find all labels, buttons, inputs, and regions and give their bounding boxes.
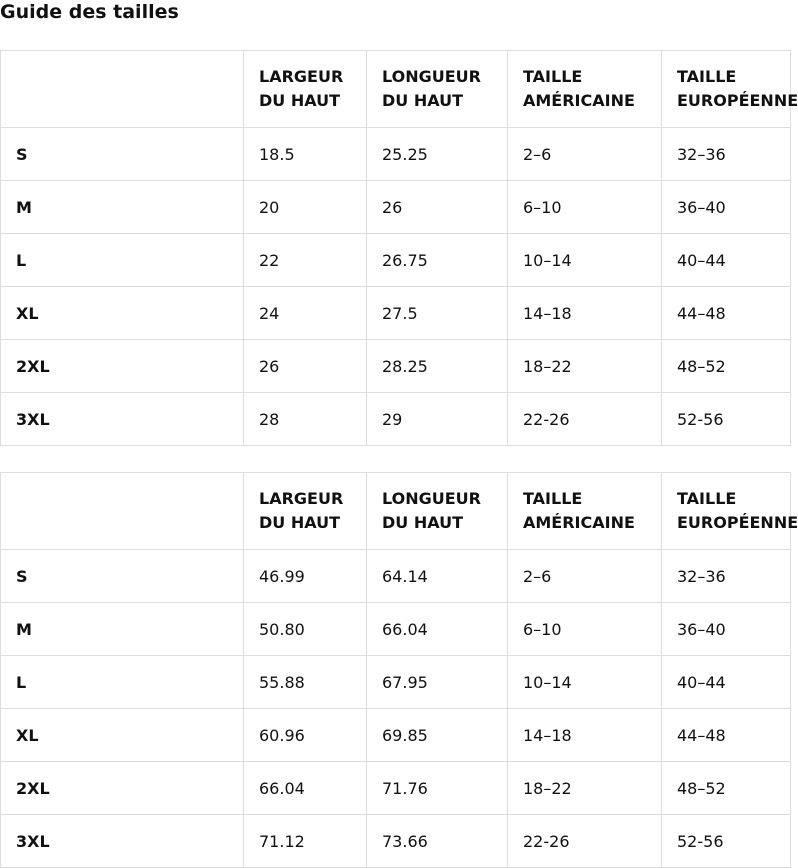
page-title: Guide des tailles — [0, 1, 179, 23]
table-row — [1, 393, 791, 446]
cell-us-size: 6–10 — [508, 603, 662, 656]
cell-top-width: 22 — [244, 234, 367, 287]
table-row — [1, 550, 791, 603]
column-header-top-width — [244, 473, 367, 550]
cell-size: L — [1, 234, 244, 287]
size-table-cm — [0, 472, 798, 868]
table-row — [1, 762, 791, 815]
cell-top-width: 55.88 — [244, 656, 367, 709]
column-header-line: EUROPÉENNE — [677, 91, 798, 110]
cell-eu-size: 32–36 — [662, 550, 791, 603]
column-header-line: LONGUEUR — [382, 489, 481, 508]
cell-us-size: 2–6 — [508, 550, 662, 603]
column-header-line: DU HAUT — [259, 91, 341, 110]
cell-eu-size: 44–48 — [662, 287, 791, 340]
cell-size: 3XL — [1, 815, 244, 868]
cell-top-length: 26 — [367, 181, 508, 234]
column-header-line: TAILLE — [677, 67, 737, 86]
table-row — [1, 656, 791, 709]
column-header-top-length — [367, 51, 508, 128]
cell-top-width: 20 — [244, 181, 367, 234]
cell-top-length: 27.5 — [367, 287, 508, 340]
cell-us-size: 22-26 — [508, 815, 662, 868]
cell-top-width: 71.12 — [244, 815, 367, 868]
column-header-line: LARGEUR — [259, 489, 344, 508]
table-header-row — [1, 51, 791, 128]
cell-us-size: 10–14 — [508, 234, 662, 287]
cell-eu-size: 52-56 — [662, 815, 791, 868]
table-row — [1, 234, 791, 287]
cell-size: 2XL — [1, 762, 244, 815]
size-table-inches-body — [1, 51, 798, 446]
cell-top-width: 28 — [244, 393, 367, 446]
cell-top-length: 73.66 — [367, 815, 508, 868]
cell-us-size: 6–10 — [508, 181, 662, 234]
cell-size: M — [1, 181, 244, 234]
cell-top-length: 66.04 — [367, 603, 508, 656]
cell-size: XL — [1, 709, 244, 762]
column-header-size — [1, 473, 244, 550]
cell-size: 3XL — [1, 393, 244, 446]
cell-size: S — [1, 550, 244, 603]
column-header-line: EUROPÉENNE — [677, 513, 798, 532]
table-row — [1, 128, 791, 181]
cell-top-width: 24 — [244, 287, 367, 340]
size-table-cm-body — [1, 473, 798, 868]
column-header-eu-size — [662, 51, 798, 128]
cell-us-size: 10–14 — [508, 656, 662, 709]
cell-us-size: 2–6 — [508, 128, 662, 181]
column-header-top-length — [367, 473, 508, 550]
cell-top-width: 60.96 — [244, 709, 367, 762]
table-row — [1, 340, 791, 393]
column-header-us-size — [508, 51, 662, 128]
column-header-top-width — [244, 51, 367, 128]
column-header-us-size — [508, 473, 662, 550]
column-header-line: AMÉRICAINE — [523, 91, 635, 110]
column-header-line: DU HAUT — [259, 513, 341, 532]
cell-top-length: 26.75 — [367, 234, 508, 287]
cell-top-width: 26 — [244, 340, 367, 393]
cell-us-size: 22-26 — [508, 393, 662, 446]
cell-eu-size: 48–52 — [662, 762, 791, 815]
cell-eu-size: 48–52 — [662, 340, 791, 393]
column-header-line: DU HAUT — [382, 91, 464, 110]
table-header-row — [1, 473, 791, 550]
cell-top-length: 69.85 — [367, 709, 508, 762]
cell-eu-size: 40–44 — [662, 234, 791, 287]
column-header-line: LARGEUR — [259, 67, 344, 86]
cell-eu-size: 52-56 — [662, 393, 791, 446]
cell-size: M — [1, 603, 244, 656]
cell-eu-size: 44–48 — [662, 709, 791, 762]
column-header-line: LONGUEUR — [382, 67, 481, 86]
column-header-line: TAILLE — [677, 489, 737, 508]
column-header-line: DU HAUT — [382, 513, 464, 532]
cell-eu-size: 36–40 — [662, 181, 791, 234]
column-header-line: TAILLE — [523, 489, 583, 508]
cell-us-size: 14–18 — [508, 287, 662, 340]
table-row — [1, 815, 791, 868]
size-table-inches — [0, 50, 798, 446]
cell-top-length: 25.25 — [367, 128, 508, 181]
column-header-eu-size — [662, 473, 798, 550]
cell-top-length: 29 — [367, 393, 508, 446]
cell-top-length: 67.95 — [367, 656, 508, 709]
cell-us-size: 18–22 — [508, 340, 662, 393]
column-header-size — [1, 51, 244, 128]
cell-size: 2XL — [1, 340, 244, 393]
cell-top-width: 46.99 — [244, 550, 367, 603]
cell-eu-size: 36–40 — [662, 603, 791, 656]
cell-us-size: 18–22 — [508, 762, 662, 815]
cell-top-width: 66.04 — [244, 762, 367, 815]
table-row — [1, 287, 791, 340]
column-header-line: AMÉRICAINE — [523, 513, 635, 532]
table-row — [1, 181, 791, 234]
table-row — [1, 709, 791, 762]
cell-size: S — [1, 128, 244, 181]
cell-eu-size: 40–44 — [662, 656, 791, 709]
cell-size: XL — [1, 287, 244, 340]
cell-top-length: 64.14 — [367, 550, 508, 603]
cell-top-width: 18.5 — [244, 128, 367, 181]
cell-size: L — [1, 656, 244, 709]
cell-top-length: 28.25 — [367, 340, 508, 393]
cell-us-size: 14–18 — [508, 709, 662, 762]
cell-top-length: 71.76 — [367, 762, 508, 815]
cell-eu-size: 32–36 — [662, 128, 791, 181]
column-header-line: TAILLE — [523, 67, 583, 86]
table-row — [1, 603, 791, 656]
cell-top-width: 50.80 — [244, 603, 367, 656]
